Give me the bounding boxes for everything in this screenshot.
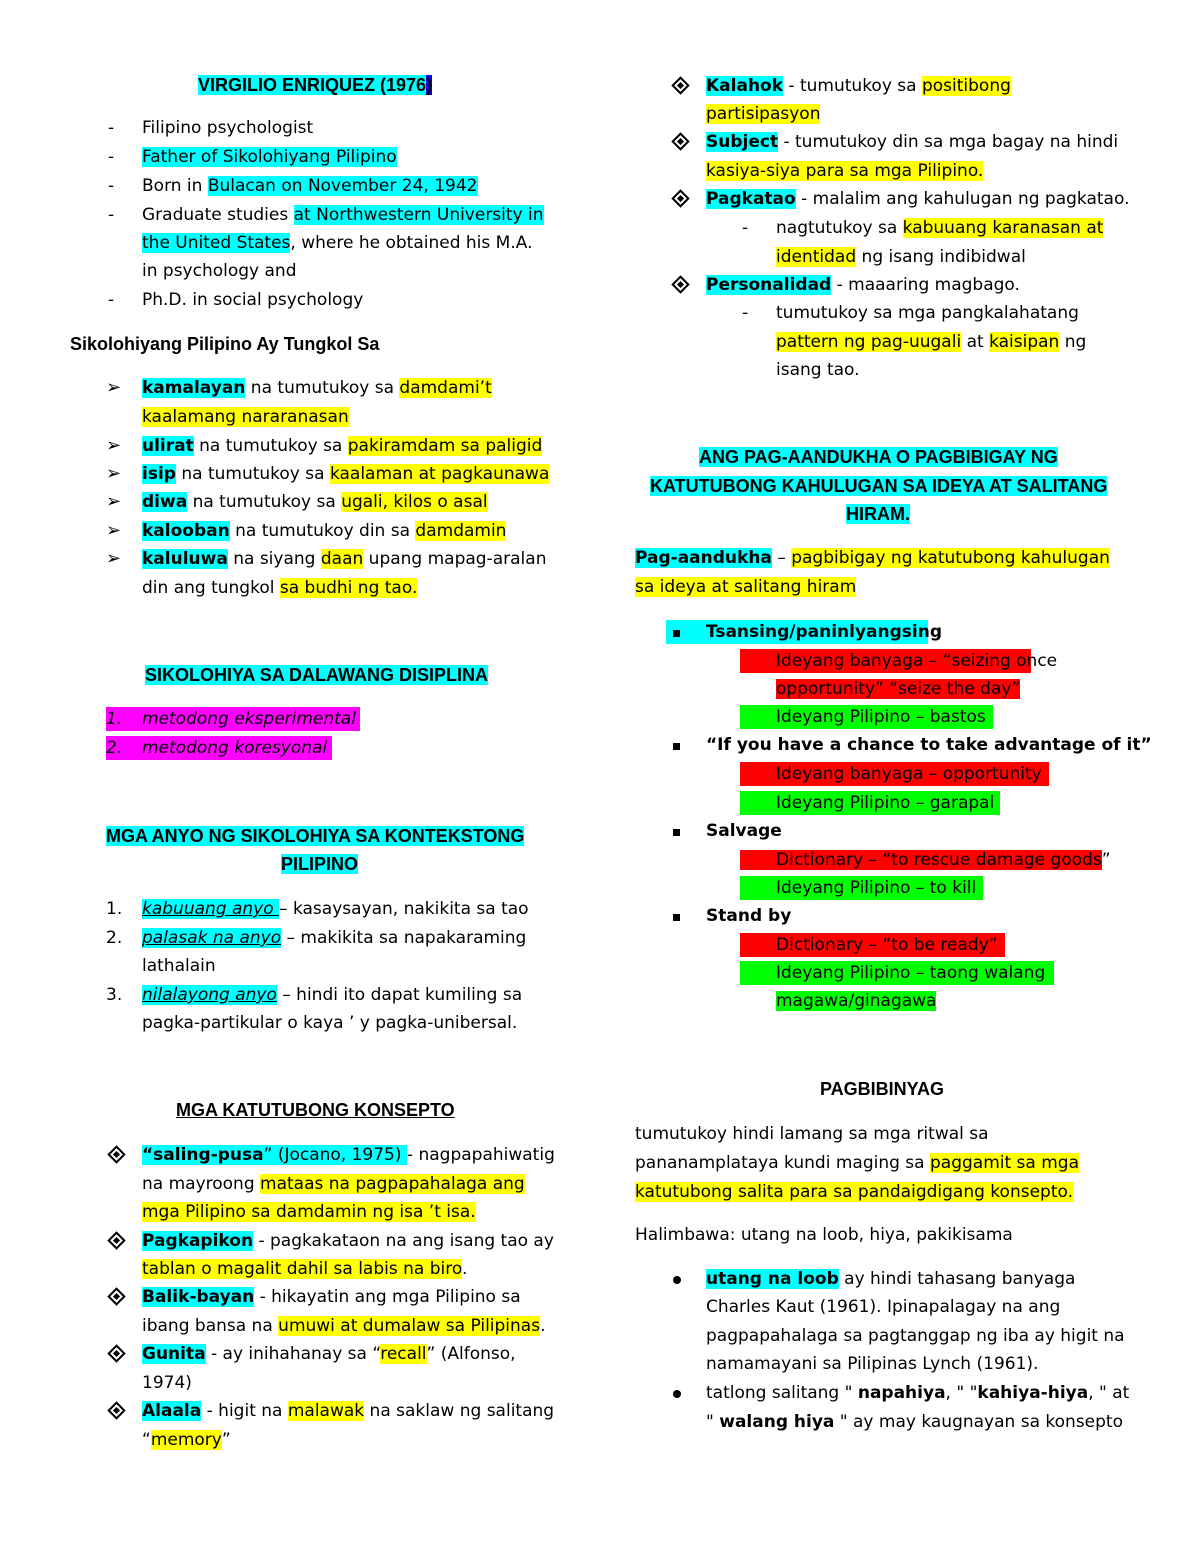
sub-item: nagtutukoy sa kabuuang karanasan at: [776, 218, 1104, 238]
square-bullet-icon: [673, 904, 680, 928]
anyo-item-cont: pagka-partikular o kaya ’ y pagka-unibersal.: [142, 1013, 518, 1033]
konsepto-item-cont: na mayroong mataas na pagpapahalaga ang: [142, 1174, 525, 1194]
list-number: 1.: [106, 899, 123, 919]
konsepto-item: Alaala - higit na malawak na saklaw ng salitang: [142, 1401, 555, 1421]
arrow-bullet-icon: ➢: [106, 435, 122, 456]
diamond-bullet-icon: [110, 1230, 123, 1254]
list-number: 2.: [106, 928, 123, 948]
konsepto-item-cont: mga Pilipino sa damdamin ng isa ’t isa.: [142, 1202, 476, 1222]
konsepto-item: “saling-pusa” (Jocano, 1975) - nagpapahiwatig: [142, 1145, 555, 1165]
pagbibinyag-item-cont: " walang hiya " ay may kaugnayan sa konsepto: [706, 1412, 1123, 1432]
dash-bullet: -: [108, 205, 115, 225]
konsepto-item: Kalahok - tumutukoy sa positibong: [706, 76, 1011, 96]
example-item: Salvage: [706, 821, 782, 841]
pagbibinyag-item-cont: namamayani sa Pilipinas Lynch (1961).: [706, 1354, 1039, 1374]
anyo-heading-line1: MGA ANYO NG SIKOLOHIYA SA KONTEKSTONG: [106, 826, 525, 846]
sub-item-cont: identidad ng isang indibidwal: [776, 247, 1026, 267]
konsepto-item: Pagkapikon - pagkakataon na ang isang tao ay: [142, 1231, 554, 1251]
pagbibinyag-text: katutubong salita para sa pandaigdigang konsepto.: [635, 1182, 1073, 1202]
sub-item-cont: isang tao.: [776, 360, 860, 380]
example-sub: Dictionary – “to be ready”: [740, 933, 1005, 957]
anyo-item: nilalayong anyo – hindi ito dapat kumiling sa: [142, 985, 523, 1005]
diamond-bullet-icon: [110, 1286, 123, 1310]
diamond-bullet-icon: [110, 1343, 123, 1367]
diamond-bullet-icon: [674, 274, 687, 298]
konsepto-item-cont: tablan o magalit dahil sa labis na biro.: [142, 1259, 468, 1279]
example-sub-cont: magawa/ginagawa: [776, 991, 937, 1011]
square-bullet-icon: [673, 819, 680, 843]
example-sub: Ideyang Pilipino – to kill: [740, 876, 983, 900]
arrow-bullet-icon: ➢: [106, 377, 122, 398]
arrow-bullet-icon: ➢: [106, 520, 122, 541]
diamond-bullet-icon: [110, 1144, 123, 1168]
example-sub-cont: opportunity” “seize the day”: [776, 679, 1021, 699]
arrow-bullet-icon: ➢: [106, 463, 122, 484]
konsepto-item: Personalidad - maaaring magbago.: [706, 275, 1020, 295]
enriquez-heading: VIRGILIO ENRIQUEZ (1976): [198, 75, 433, 95]
pagbibinyag-heading: PAGBIBINYAG: [820, 1079, 945, 1099]
konsepto-item-cont: partisipasyon: [706, 104, 821, 124]
diamond-bullet-icon: [110, 1400, 123, 1424]
square-bullet-icon: [673, 733, 680, 757]
example-item: Stand by: [706, 906, 792, 926]
sub-item: tumutukoy sa mga pangkalahatang: [776, 303, 1079, 323]
konsepto-item: Gunita - ay inihahanay sa “recall” (Alfonso,: [142, 1344, 516, 1364]
dash-bullet: -: [742, 218, 749, 238]
konsepto-item-cont: ibang bansa na umuwi at dumalaw sa Pilipinas.: [142, 1316, 546, 1336]
example-sub: Ideyang Pilipino – taong walang: [740, 961, 1054, 985]
diamond-bullet-icon: [674, 131, 687, 155]
pagbibinyag-item: utang na loob ay hindi tahasang banyaga: [706, 1269, 1076, 1289]
aandukha-heading-line3: HIRAM.: [846, 504, 910, 524]
tungkol-heading: Sikolohiyang Pilipino Ay Tungkol Sa: [70, 334, 380, 354]
pagbibinyag-text: tumutukoy hindi lamang sa mga ritwal sa: [635, 1124, 989, 1144]
tungkol-item: kaluluwa na siyang daan upang mapag-aralan: [142, 549, 547, 569]
pagbibinyag-text: pananamplataya kundi maging sa paggamit sa mga: [635, 1153, 1079, 1173]
pagbibinyag-item-cont: pagpapahalaga sa pagtanggap ng iba ay higit na: [706, 1326, 1125, 1346]
tungkol-item: diwa na tumutukoy sa ugali, kilos o asal: [142, 492, 488, 512]
bio-item-cont: in psychology and: [142, 261, 297, 281]
square-bullet-icon: [673, 620, 680, 644]
tungkol-item: kamalayan na tumutukoy sa damdami’t: [142, 378, 492, 398]
bio-item: Father of Sikolohiyang Pilipino: [142, 147, 397, 167]
diamond-bullet-icon: [674, 75, 687, 99]
bio-item-cont: the United States, where he obtained his M.A.: [142, 233, 533, 253]
anyo-item-cont: lathalain: [142, 956, 216, 976]
tungkol-item: ulirat na tumutukoy sa pakiramdam sa paligid: [142, 436, 543, 456]
list-number: 3.: [106, 985, 123, 1005]
dash-bullet: -: [108, 147, 115, 167]
diamond-bullet-icon: [674, 188, 687, 212]
arrow-bullet-icon: ➢: [106, 548, 122, 569]
konsepto-item: Pagkatao - malalim ang kahulugan ng pagkatao.: [706, 189, 1130, 209]
pagbibinyag-item-cont: Charles Kaut (1961). Ipinapalagay na ang: [706, 1297, 1061, 1317]
example-sub: Ideyang banyaga – “seizing once: [740, 649, 1031, 673]
round-bullet-icon: [673, 1381, 681, 1405]
tungkol-item: kalooban na tumutukoy din sa damdamin: [142, 521, 507, 541]
aandukha-definition-cont: sa ideya at salitang hiram: [635, 577, 857, 597]
tungkol-item-cont: kaalamang nararanasan: [142, 407, 349, 427]
pagbibinyag-item: tatlong salitang " napahiya, " "kahiya-hiya, " at: [706, 1383, 1130, 1403]
arrow-bullet-icon: ➢: [106, 491, 122, 512]
disiplina-item: 1. metodong eksperimental: [106, 707, 360, 731]
konsepto-item-cont: kasiya-siya para sa mga Pilipino.: [706, 161, 984, 181]
aandukha-heading-line2: KATUTUBONG KAHULUGAN SA IDEYA AT SALITANG: [650, 476, 1108, 496]
example-item: “If you have a chance to take advantage of it”: [706, 735, 1152, 755]
anyo-item: palasak na anyo – makikita sa napakaraming: [142, 928, 527, 948]
example-sub: Dictionary – “to rescue damage goods”: [740, 848, 1111, 872]
dash-bullet: -: [108, 118, 115, 138]
example-item: Tsansing/paninlyangsing: [706, 622, 942, 642]
round-bullet-icon: [673, 1267, 681, 1291]
bio-item: Filipino psychologist: [142, 118, 314, 138]
konsepto-item-cont: “memory”: [142, 1430, 231, 1450]
bio-item: Ph.D. in social psychology: [142, 290, 364, 310]
dash-bullet: -: [108, 176, 115, 196]
example-sub: Ideyang banyaga – opportunity: [740, 762, 1049, 786]
aandukha-heading-line1: ANG PAG-AANDUKHA O PAGBIBIGAY NG: [699, 447, 1058, 467]
disiplina-heading: SIKOLOHIYA SA DALAWANG DISIPLINA: [145, 665, 489, 685]
dash-bullet: -: [742, 303, 749, 323]
konsepto-item: Subject - tumutukoy din sa mga bagay na hindi: [706, 132, 1119, 152]
aandukha-definition: Pag-aandukha – pagbibigay ng katutubong kahulugan: [635, 548, 1110, 568]
halimbawa-text: Halimbawa: utang na loob, hiya, pakikisama: [635, 1225, 1013, 1245]
disiplina-item: 2. metodong koresyonal: [106, 736, 332, 760]
sub-item-cont: pattern ng pag-uugali at kaisipan ng: [776, 332, 1087, 352]
konsepto-heading: MGA KATUTUBONG KONSEPTO: [176, 1100, 455, 1120]
konsepto-item-cont: 1974): [142, 1373, 192, 1393]
example-sub: Ideyang Pilipino – garapal: [740, 791, 1000, 815]
tungkol-item: isip na tumutukoy sa kaalaman at pagkaunawa: [142, 464, 550, 484]
example-sub: Ideyang Pilipino – bastos: [740, 705, 993, 729]
bio-item: Graduate studies at Northwestern University in: [142, 205, 544, 225]
tungkol-item-cont: din ang tungkol sa budhi ng tao.: [142, 578, 418, 598]
konsepto-item: Balik-bayan - hikayatin ang mga Pilipino sa: [142, 1287, 521, 1307]
anyo-item: kabuuang anyo – kasaysayan, nakikita sa tao: [142, 899, 529, 919]
anyo-heading-line2: PILIPINO: [281, 854, 359, 874]
dash-bullet: -: [108, 290, 115, 310]
bio-item: Born in Bulacan on November 24, 1942: [142, 176, 478, 196]
